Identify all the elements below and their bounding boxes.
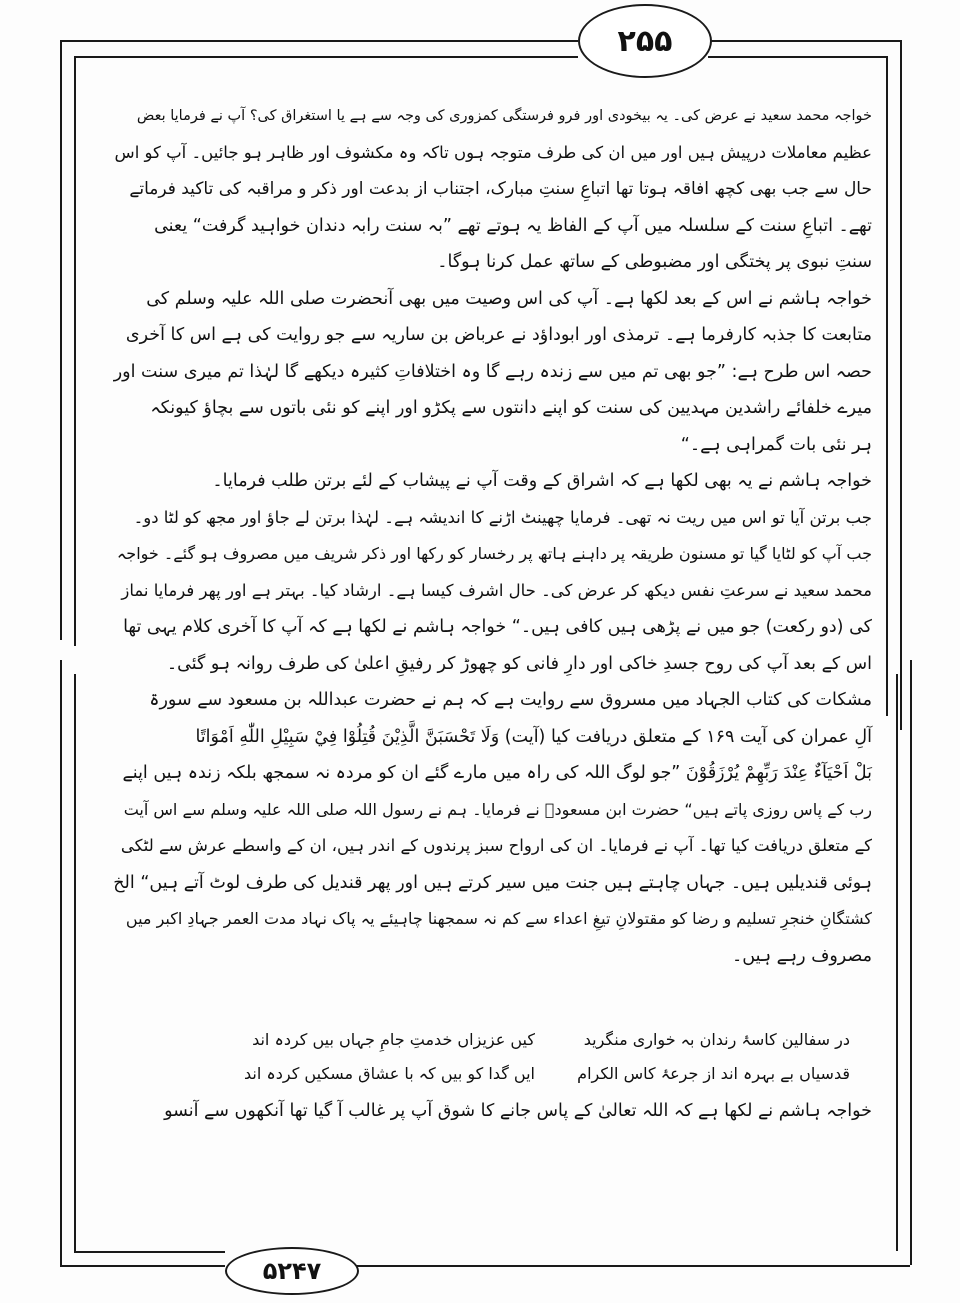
text-line: جب برتن آیا تو اس میں ریت نہ تھی۔ فرمایا چھینٹ اڑنے کا اندیشہ ہے۔ لہٰذا برتن لے جاؤ اور مجھ کو لٹا دو۔ — [133, 507, 872, 527]
verse-line: قدسیاں بے بہرہ اند از جرعۂ کاس الکرام — [577, 1064, 850, 1083]
text-line: محمد سعید نے سرعتِ نفس دیکھ کر عرض کی۔ حال اشرف کیسا ہے۔ ارشاد کیا۔ بہتر ہے اور پھر فرمایا نماز — [121, 580, 872, 600]
text-line: ہوئی قندیلیں ہیں۔ جہاں چاہتے ہیں جنت میں سیر کرتے ہیں اور پھر قندیل کی طرف لوٹ آتے ہیں“ الخ — [113, 872, 872, 893]
frame-top-line-left — [60, 40, 578, 42]
closing-line: خواجہ ہاشم نے لکھا ہے کہ اللہ تعالیٰ کے پاس جانے کا شوق آپ پر غالب آ گیا تھا آنکھوں سے آنسو — [164, 1101, 872, 1121]
text-line: بَلْ اَحْيَآءٌ عِنْدَ رَبِّهِمْ يُرْزَقُوْنَ ”جو لوگ اللہ کی راہ میں مارے گئے ان کو مردہ نہ سمجھ بلکہ زندہ ہیں اپنے — [122, 763, 872, 783]
verse-line: کیں عزیزاں خدمتِ جامِ جہاں بیں کردہ اند — [252, 1030, 535, 1049]
paragraph — [112, 682, 872, 974]
frame-bottom-inner-line — [74, 1251, 225, 1253]
text-line: میرے خلفائے راشدین مہدیین کی سنت کو اپنے دانتوں سے پکڑو اور اپنے کو نئی باتوں سے بچاؤ کیونکہ — [150, 398, 872, 418]
text-line: مصروف رہے ہیں۔ — [732, 945, 872, 966]
page-number-top: ۲۵۵ — [578, 4, 712, 78]
frame-right-inner — [886, 56, 888, 716]
text-line: رب کے پاس روزی پاتے ہیں“ حضرت ابن مسعودؓ نے فرمایا۔ ہم نے رسول اللہ صلی اللہ علیہ وسلم سے اس آیت — [123, 799, 872, 819]
text-line: کے متعلق دریافت کیا تھا۔ آپ نے فرمایا۔ ان کی ارواح سبز پرندوں کے اندر ہیں، ان کے واسطے عرش سے لٹکی — [120, 836, 872, 855]
verse-left-column — [205, 1023, 535, 1091]
body-text — [112, 98, 872, 974]
text-line: آلِ عمران کی آیت ۱۶۹ کے متعلق دریافت کیا (آیت) وَلَا تَحْسَبَنَّ الَّذِيْنَ قُتِلُوْا فِيْ سَبِيْلِ اللّٰهِ اَمْوَاتًا — [195, 726, 872, 747]
frame-left-outer — [60, 40, 62, 640]
text-line: سنتِ نبوی پر پختگی اور مضبوطی کے ساتھ عمل کرنا ہوگا۔ — [437, 252, 872, 272]
text-line: مشکات کی کتاب الجہاد میں مسروق سے روایت ہے کہ ہم نے حضرت عبداللہ بن مسعود سے سورۃ — [149, 690, 872, 710]
text-line: خواجہ محمد سعید نے عرض کی۔ یہ بیخودی اور فرو فرستگی کمزوری کی وجہ سے ہے یا استغراق کی؟ آپ نے فرمایا بعض — [136, 108, 872, 124]
frame-left-lower-outer — [60, 660, 62, 1265]
verse-line: ایں گدا کو بیں کہ با عشاق مسکیں کردہ اند — [243, 1064, 535, 1083]
frame-top-inner-left — [74, 56, 578, 58]
frame-right-lower-outer — [910, 660, 912, 1265]
paragraph — [112, 98, 872, 281]
text-line: خواجہ ہاشم نے اس کے بعد لکھا ہے۔ آپ کی اس وصیت میں بھی آنحضرت صلی اللہ علیہ وسلم کی — [146, 288, 872, 309]
frame-bottom-line-right — [355, 1265, 910, 1267]
page-number-bottom: ۵۲۴۷ — [225, 1247, 359, 1295]
text-line: کشتگانِ خنجرِ تسلیم و رضا کو مقتولانِ تیغِ اعداء سے کم نہ سمجھنا چاہیئے یہ پاک نہاد مدت العمر جہادِ اکبر میں — [125, 909, 872, 928]
frame-bottom-line-left — [60, 1265, 225, 1267]
frame-top-line-right — [708, 40, 900, 42]
text-line: کی (دو رکعت) جو میں نے پڑھی ہیں کافی ہیں۔“ خواجہ ہاشم نے لکھا ہے کہ آپ کا آخری کلام یہی تھا — [123, 617, 872, 637]
frame-left-inner — [74, 56, 76, 646]
text-line: حال سے جب بھی کچھ افاقہ ہوتا تھا اتباعِ سنتِ مبارک، اجتناب از بدعت اور ذکر و مراقبہ کی تاکید فرماتے — [129, 179, 872, 199]
frame-left-lower-inner — [74, 674, 76, 1251]
text-line: حصہ اس طرح ہے: ”جو بھی تم میں سے زندہ رہے گا وہ اختلافاتِ کثیرہ دیکھے گا لہٰذا تم میری سنت اور — [113, 361, 872, 382]
text-line: خواجہ ہاشم نے یہ بھی لکھا ہے کہ اشراق کے وقت آپ نے پیشاب کے لئے برتن طلب فرمایا۔ — [212, 471, 872, 491]
frame-right-outer — [900, 40, 902, 730]
text-line: تھے۔ اتباعِ سنت کے سلسلہ میں آپ کے الفاظ یہ ہوتے تھے ”بہ سنت رابہ دندان خواہید گرفت“ یعنی — [154, 215, 872, 236]
text-line: ہر نئی بات گمراہی ہے۔“ — [680, 434, 872, 455]
text-line: اس کے بعد آپ کی روح جسدِ خاکی اور دارِ فانی کو چھوڑ کر رفیقِ اعلیٰ کی طرف روانہ ہو گئی۔ — [166, 653, 872, 674]
verse-line: در سفالین کاسۂ رندان بہ خواری منگرید — [583, 1030, 850, 1049]
text-line: جب آپ کو لٹایا گیا تو مسنون طریقہ پر داہنے ہاتھ پر رخسار کو رکھا اور ذکر شریف میں مصروف ہو گئے۔ خواجہ — [116, 544, 872, 563]
text-line: متابعت کا جذبہ کارفرما ہے۔ ترمذی اور ابوداؤد نے عرباض بن ساریہ سے جو روایت کی ہے اس کا آخری — [125, 325, 872, 345]
text-line: عظیم معاملات درپیش ہیں اور میں ان کی طرف متوجہ ہوں تاکہ وہ مکشوف اور ظاہر ہو جائیں۔ آپ کو اس — [114, 142, 872, 162]
frame-top-inner-line — [708, 56, 886, 58]
paragraph — [112, 463, 872, 682]
frame-right-lower-inner — [896, 674, 898, 1251]
paragraph — [112, 281, 872, 464]
